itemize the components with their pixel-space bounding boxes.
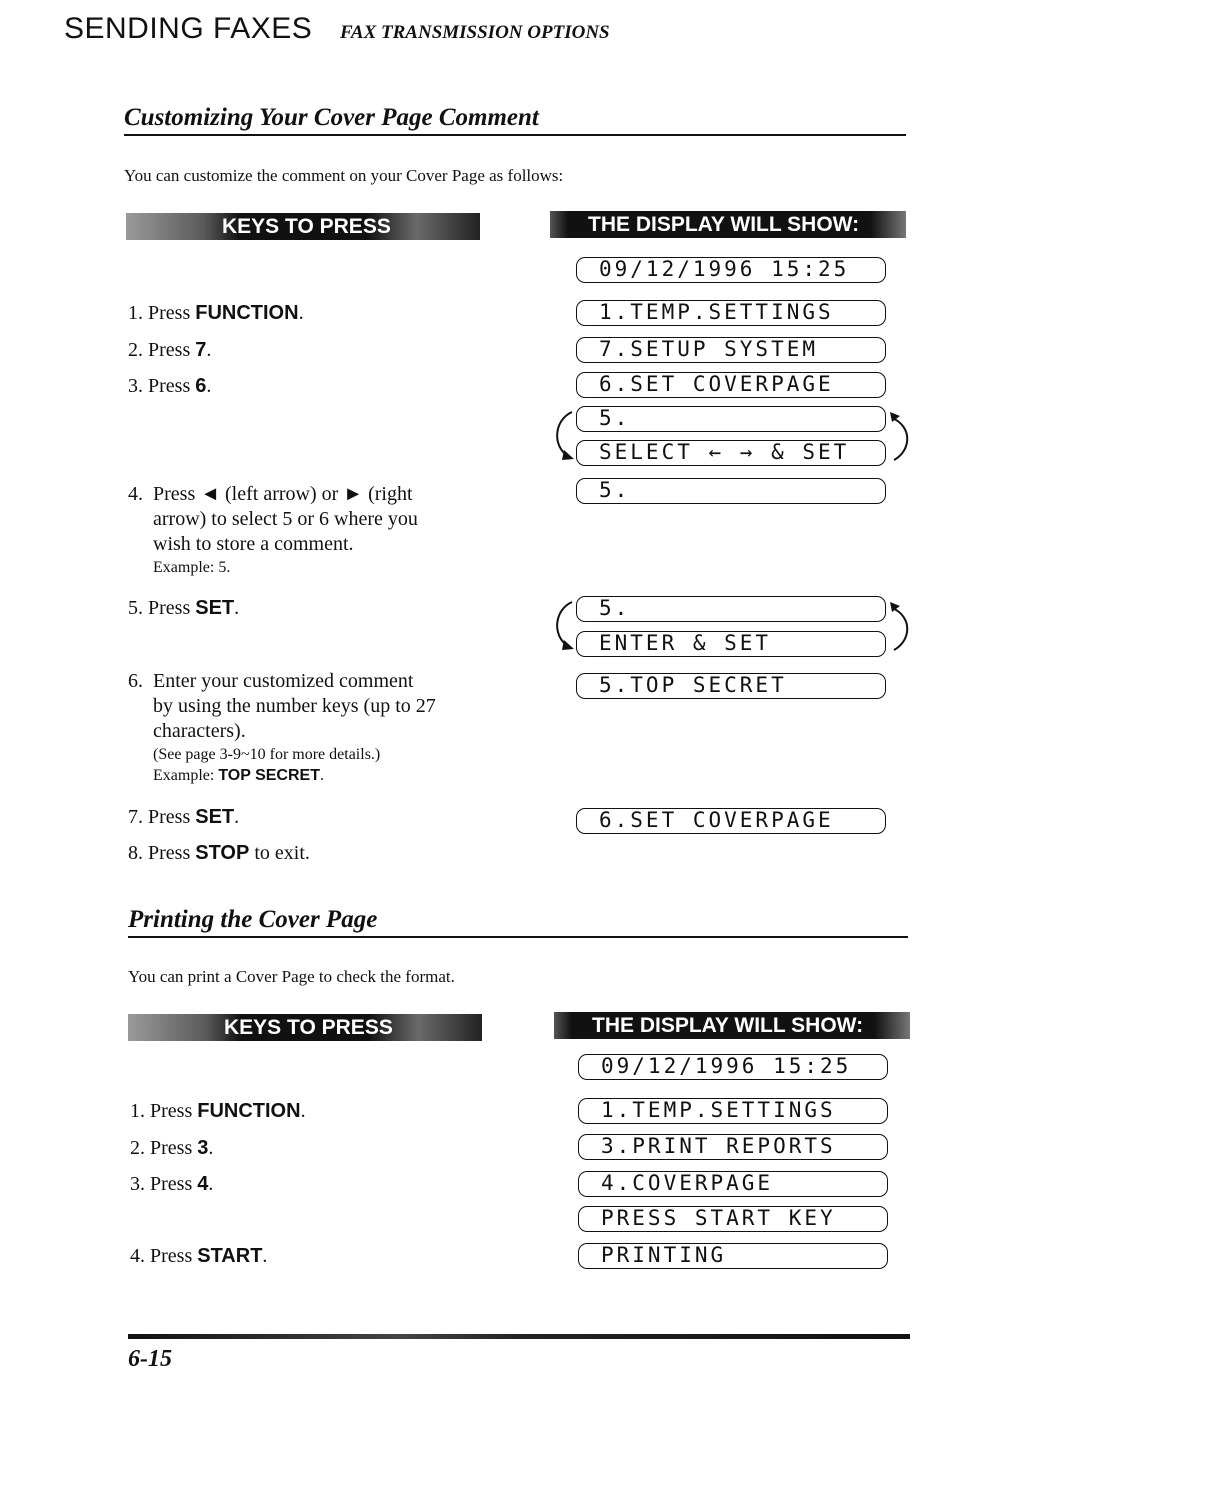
- lcd-display: 7.SETUP SYSTEM: [576, 337, 886, 363]
- lcd-display-alternating: 5.: [576, 596, 886, 622]
- chapter-subtitle: FAX TRANSMISSION OPTIONS: [340, 22, 610, 43]
- step-4: 4. Press ◄ (left arrow) or ► (right arrow) to select 5 or 6 where you wish to store a comment. Example: 5.: [128, 483, 418, 576]
- step-5: 5. Press SET.: [128, 597, 240, 619]
- step-4-example: Example: 5.: [153, 559, 231, 576]
- section-rule: [128, 936, 908, 938]
- step-3: 3. Press 6.: [128, 375, 212, 397]
- section-title-customizing: Customizing Your Cover Page Comment: [124, 104, 539, 131]
- lcd-display: 6.SET COVERPAGE: [576, 808, 886, 834]
- step-4: 4. Press START.: [130, 1245, 268, 1267]
- key-set: SET: [195, 597, 235, 619]
- alternate-right-arrow-icon: [888, 404, 916, 468]
- alternate-left-arrow-icon: [548, 596, 576, 658]
- step-1: 1. Press FUNCTION.: [128, 302, 304, 324]
- lcd-display: 1.TEMP.SETTINGS: [578, 1098, 888, 1124]
- keys-to-press-header: KEYS TO PRESS: [128, 1014, 482, 1041]
- section-title-printing: Printing the Cover Page: [128, 906, 378, 933]
- display-will-show-header: THE DISPLAY WILL SHOW:: [554, 1012, 910, 1039]
- footer-rule: [128, 1334, 910, 1339]
- key-start: START: [197, 1245, 263, 1267]
- alternate-left-arrow-icon: [548, 406, 576, 468]
- lcd-display-alternating: ENTER & SET: [576, 631, 886, 657]
- section-rule: [124, 134, 906, 136]
- step-8: 8. Press STOP to exit.: [128, 842, 310, 864]
- key-3: 3: [197, 1137, 209, 1159]
- lcd-display: 4.COVERPAGE: [578, 1171, 888, 1197]
- lcd-display: PRESS START KEY: [578, 1206, 888, 1232]
- step-2: 2. Press 3.: [130, 1137, 214, 1159]
- lcd-display: 5.TOP SECRET: [576, 673, 886, 699]
- step-1: 1. Press FUNCTION.: [130, 1100, 306, 1122]
- key-function: FUNCTION: [195, 302, 299, 324]
- key-4: 4: [197, 1173, 209, 1195]
- lcd-display: PRINTING: [578, 1243, 888, 1269]
- lcd-display: 1.TEMP.SETTINGS: [576, 300, 886, 326]
- section-intro: You can print a Cover Page to check the format.: [128, 967, 455, 986]
- lcd-display: 3.PRINT REPORTS: [578, 1134, 888, 1160]
- step-6: 6. Enter your customized comment by using the number keys (up to 27 characters). (See page 3-9~10 for more details.) Example: TOP SECRET.: [128, 670, 436, 784]
- chapter-title: SENDING FAXES: [64, 12, 313, 45]
- keys-to-press-header: KEYS TO PRESS: [126, 213, 480, 240]
- lcd-display: 09/12/1996 15:25: [578, 1054, 888, 1080]
- step-2: 2. Press 7.: [128, 339, 212, 361]
- lcd-display: 5.: [576, 478, 886, 504]
- step-3: 3. Press 4.: [130, 1173, 214, 1195]
- key-6: 6: [195, 375, 207, 397]
- page-number: 6-15: [128, 1346, 172, 1372]
- key-7: 7: [195, 339, 207, 361]
- alternate-right-arrow-icon: [888, 594, 916, 658]
- section-intro: You can customize the comment on your Cover Page as follows:: [124, 166, 564, 185]
- lcd-display: 6.SET COVERPAGE: [576, 372, 886, 398]
- lcd-display-alternating: 5.: [576, 406, 886, 432]
- key-set: SET: [195, 806, 235, 828]
- step-7: 7. Press SET.: [128, 806, 240, 828]
- display-will-show-header: THE DISPLAY WILL SHOW:: [550, 211, 906, 238]
- key-stop: STOP: [195, 842, 250, 864]
- lcd-display-alternating: SELECT ← → & SET: [576, 440, 886, 466]
- key-function: FUNCTION: [197, 1100, 301, 1122]
- lcd-display: 09/12/1996 15:25: [576, 257, 886, 283]
